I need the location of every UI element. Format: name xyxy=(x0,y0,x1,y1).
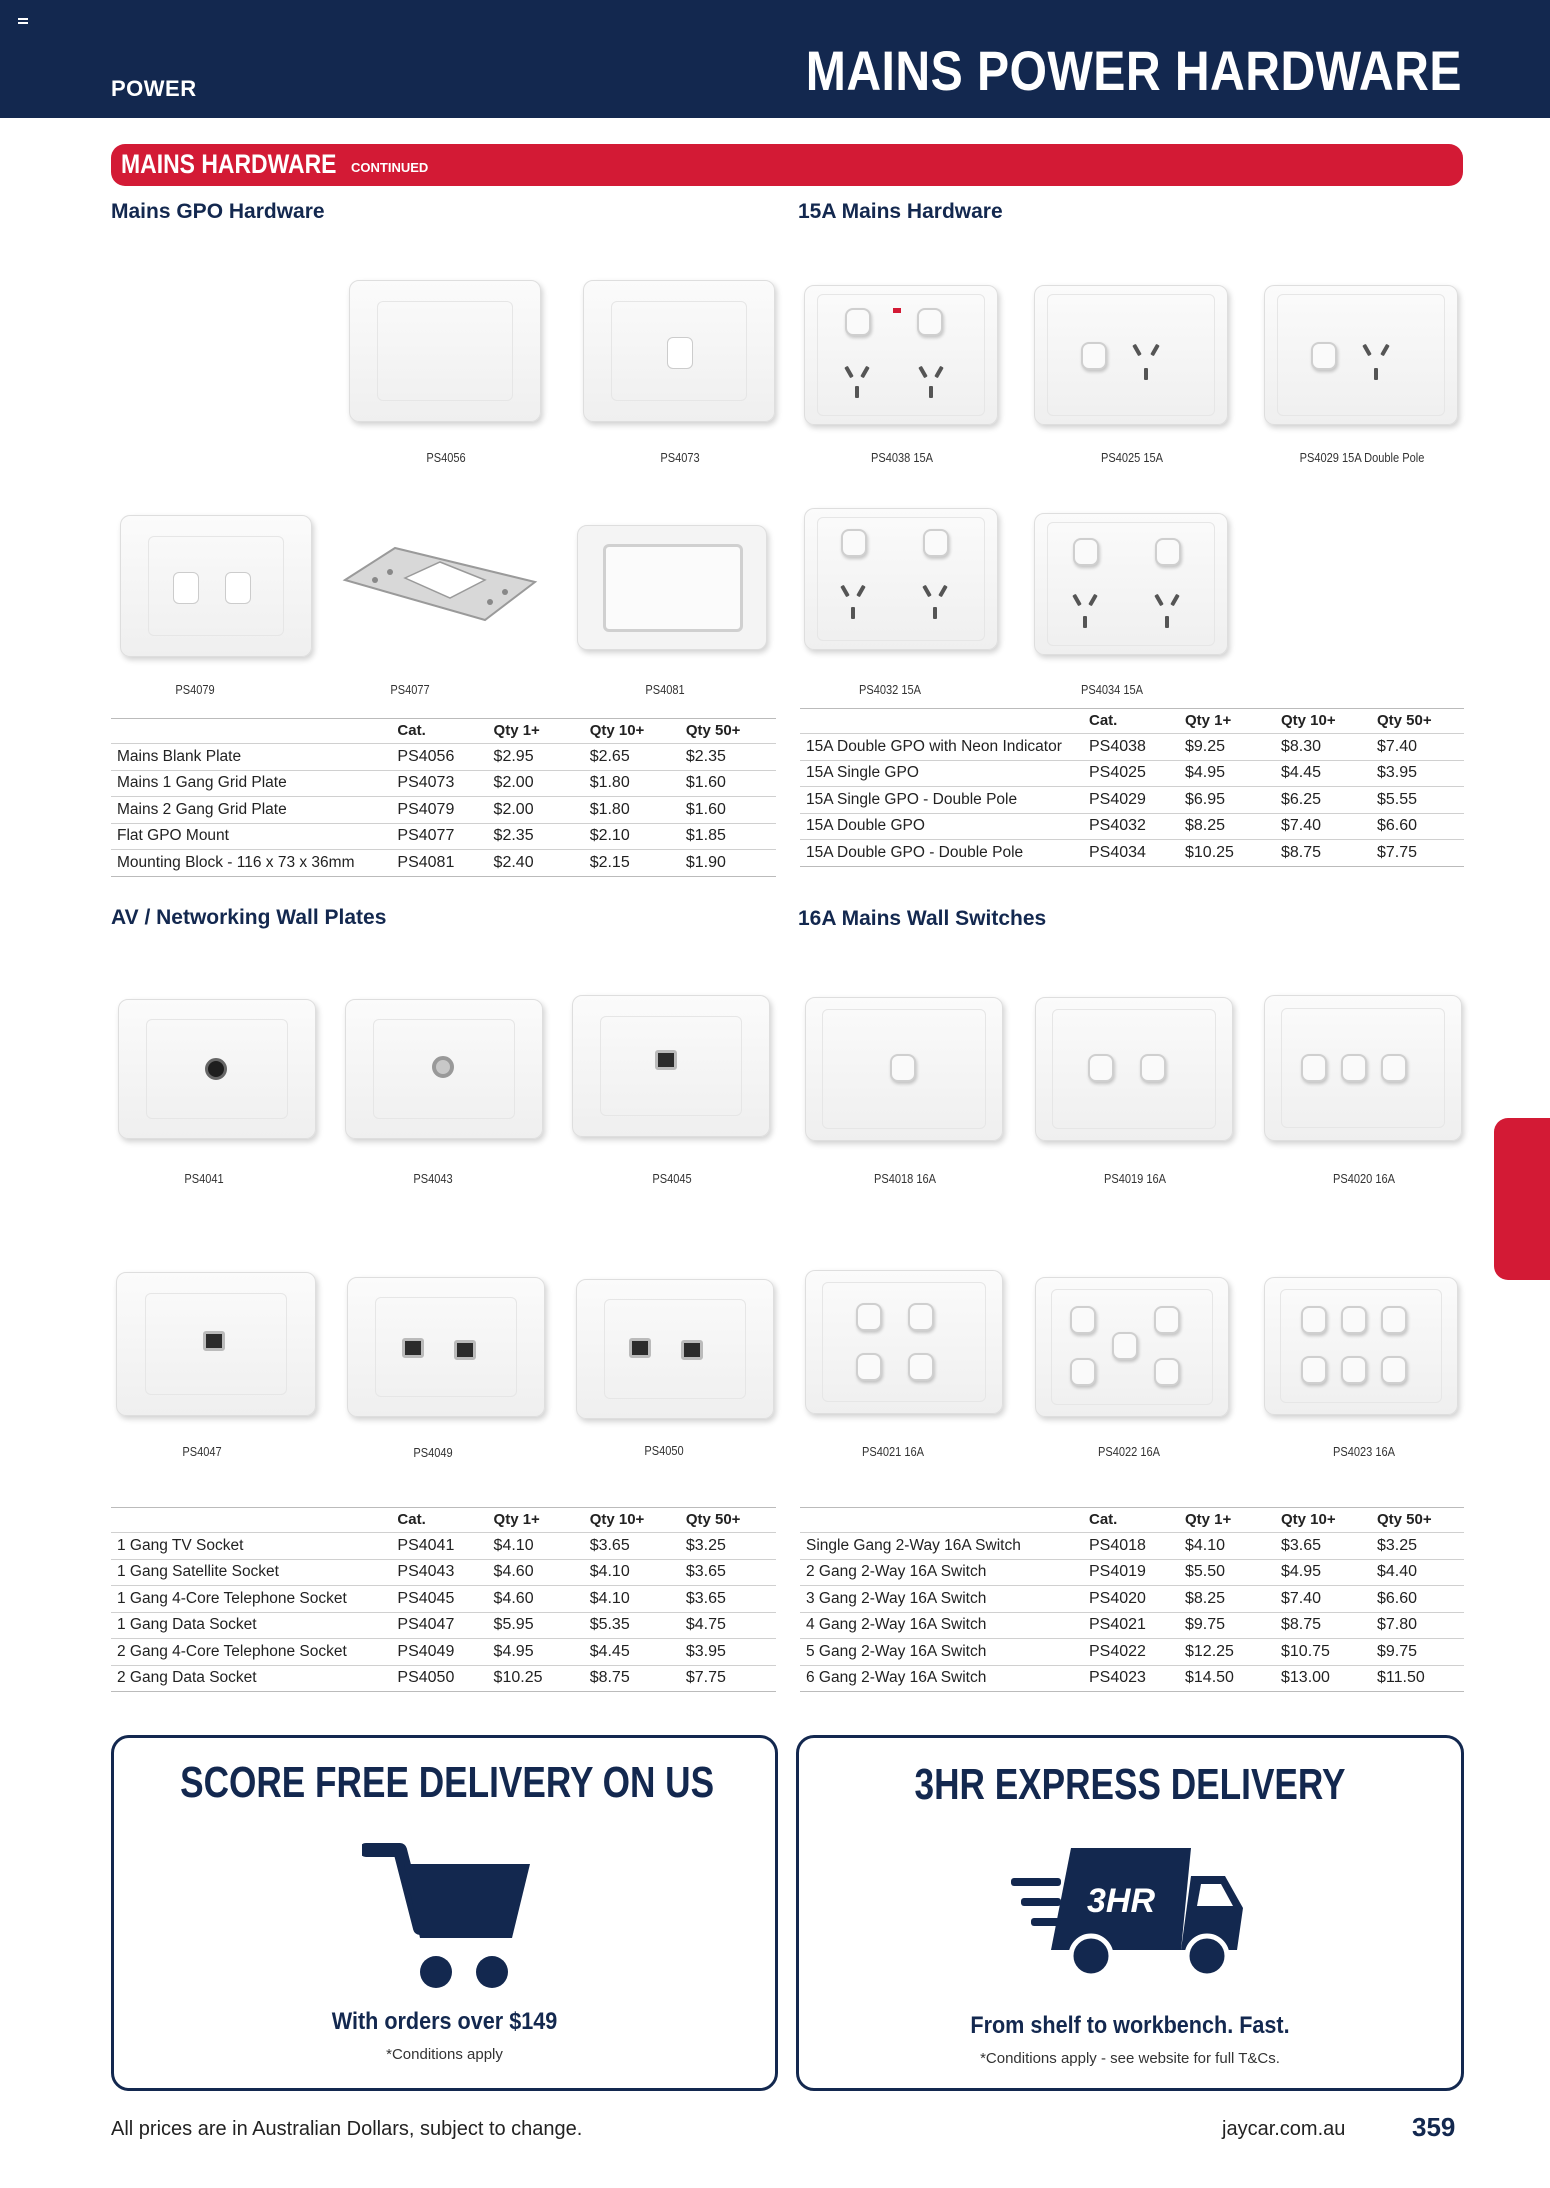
product-caption: PS4041 xyxy=(184,1171,224,1186)
gpo-heading: Mains GPO Hardware xyxy=(111,200,325,223)
product-ps4018 xyxy=(803,995,1007,1185)
product-caption: PS4050 xyxy=(644,1443,684,1458)
table-header-row: Cat. Qty 1+ Qty 10+ Qty 50+ xyxy=(111,1508,776,1533)
product-caption: PS4032 15A xyxy=(858,682,922,697)
product-ps4073 xyxy=(580,278,780,468)
header-bar xyxy=(0,0,1550,118)
product-ps4029 xyxy=(1262,280,1462,470)
product-ps4021 xyxy=(803,1268,1007,1458)
table-row: 15A Double GPO PS4032 $8.25 $7.40 $6.60 xyxy=(800,813,1464,840)
product-caption: PS4077 xyxy=(390,682,430,697)
table-row: Mains 2 Gang Grid Plate PS4079 $2.00 $1.80 $1.60 xyxy=(111,797,776,824)
category-banner xyxy=(111,144,1463,186)
product-ps4023 xyxy=(1262,1275,1466,1465)
product-ps4045 xyxy=(570,995,774,1185)
product-ps4077 xyxy=(335,510,545,700)
table-row: Single Gang 2-Way 16A Switch PS4018 $4.10 $3.65 $3.25 xyxy=(800,1533,1464,1560)
product-caption: PS4029 15A Double Pole xyxy=(1299,450,1425,465)
table-row: 1 Gang Satellite Socket PS4043 $4.60 $4.10 $3.65 xyxy=(111,1559,776,1586)
product-ps4019 xyxy=(1033,995,1237,1185)
hw15a-price-table xyxy=(800,708,1464,867)
banner-title: MAINS HARDWARE xyxy=(121,149,337,179)
table-row: 4 Gang 2-Way 16A Switch PS4021 $9.75 $8.75 $7.80 xyxy=(800,1612,1464,1639)
promo-conditions: *Conditions apply xyxy=(386,2046,503,2063)
mount-bracket-image xyxy=(335,520,545,660)
section-side-tab[interactable] xyxy=(1494,1118,1550,1280)
product-caption: PS4081 xyxy=(645,682,685,697)
product-caption: PS4020 16A xyxy=(1332,1171,1396,1186)
promo-title: 3HR EXPRESS DELIVERY xyxy=(914,1760,1346,1809)
product-caption: PS4025 15A xyxy=(1100,450,1164,465)
table-row: 2 Gang Data Socket PS4050 $10.25 $8.75 $7.75 xyxy=(111,1665,776,1692)
express-delivery-promo[interactable] xyxy=(796,1735,1464,2091)
product-caption: PS4034 15A xyxy=(1080,682,1144,697)
table-row: 2 Gang 2-Way 16A Switch PS4019 $5.50 $4.95 $4.40 xyxy=(800,1559,1464,1586)
product-ps4025 xyxy=(1032,280,1232,470)
product-caption: PS4022 16A xyxy=(1097,1444,1161,1459)
hw15a-heading: 15A Mains Hardware xyxy=(798,200,1003,223)
gpo-price-table xyxy=(111,718,776,877)
av-heading: AV / Networking Wall Plates xyxy=(111,906,387,929)
promo-subtitle: From shelf to workbench. Fast. xyxy=(970,2012,1290,2039)
product-caption: PS4049 xyxy=(413,1445,453,1460)
table-row: 6 Gang 2-Way 16A Switch PS4023 $14.50 $13.00 $11.50 xyxy=(800,1665,1464,1692)
product-ps4043 xyxy=(343,995,547,1185)
promo-title: SCORE FREE DELIVERY ON US xyxy=(180,1758,715,1807)
table-row: 15A Single GPO - Double Pole PS4029 $6.95 $6.25 $5.55 xyxy=(800,787,1464,814)
table-row: Flat GPO Mount PS4077 $2.35 $2.10 $1.85 xyxy=(111,823,776,850)
product-caption: PS4073 xyxy=(660,450,700,465)
table-row: 3 Gang 2-Way 16A Switch PS4020 $8.25 $7.40 $6.60 xyxy=(800,1586,1464,1613)
product-caption: PS4079 xyxy=(175,682,215,697)
product-ps4020 xyxy=(1262,995,1466,1185)
table-row: Mains Blank Plate PS4056 $2.95 $2.65 $2.35 xyxy=(111,744,776,771)
product-caption: PS4047 xyxy=(182,1444,222,1459)
table-header-row: Cat. Qty 1+ Qty 10+ Qty 50+ xyxy=(111,719,776,744)
product-ps4049 xyxy=(345,1275,549,1465)
page-title: MAINS POWER HARDWARE xyxy=(805,39,1462,102)
page-number: 359 xyxy=(1412,2112,1456,2142)
sw16a-price-table xyxy=(800,1507,1464,1692)
table-row: 15A Double GPO - Double Pole PS4034 $10.25 $8.75 $7.75 xyxy=(800,840,1464,867)
table-row: 5 Gang 2-Way 16A Switch PS4022 $12.25 $10.75 $9.75 xyxy=(800,1639,1464,1666)
promo-subtitle: With orders over $149 xyxy=(331,2008,558,2035)
product-caption: PS4045 xyxy=(652,1171,692,1186)
product-ps4050 xyxy=(576,1275,780,1465)
banner-subtitle: CONTINUED xyxy=(351,160,429,175)
table-row: Mounting Block - 116 x 73 x 36mm PS4081 $2.40 $2.15 $1.90 xyxy=(111,850,776,877)
av-price-table xyxy=(111,1507,776,1692)
product-ps4056 xyxy=(346,278,546,468)
product-ps4047 xyxy=(116,1268,320,1458)
delivery-truck-icon xyxy=(1011,1838,1251,1998)
product-caption: PS4043 xyxy=(413,1171,453,1186)
product-ps4041 xyxy=(116,995,320,1185)
website-link[interactable]: jaycar.com.au xyxy=(1222,2118,1346,2140)
promo-conditions: *Conditions apply - see website for full T&Cs. xyxy=(980,2050,1280,2067)
product-ps4079 xyxy=(115,510,315,700)
table-row: 1 Gang TV Socket PS4041 $4.10 $3.65 $3.25 xyxy=(111,1533,776,1560)
price-disclaimer: All prices are in Australian Dollars, subject to change. xyxy=(111,2118,583,2140)
product-caption: PS4019 16A xyxy=(1103,1171,1167,1186)
product-caption: PS4023 16A xyxy=(1332,1444,1396,1459)
product-ps4022 xyxy=(1033,1275,1237,1465)
product-ps4038 xyxy=(802,280,1002,470)
free-delivery-promo[interactable] xyxy=(111,1735,778,2091)
table-row: Mains 1 Gang Grid Plate PS4073 $2.00 $1.80 $1.60 xyxy=(111,770,776,797)
shopping-cart-icon xyxy=(362,1838,542,1998)
product-caption: PS4038 15A xyxy=(870,450,934,465)
table-row: 15A Single GPO PS4025 $4.95 $4.45 $3.95 xyxy=(800,760,1464,787)
product-caption: PS4056 xyxy=(426,450,466,465)
product-ps4081 xyxy=(573,510,773,700)
table-row: 2 Gang 4-Core Telephone Socket PS4049 $4.95 $4.45 $3.95 xyxy=(111,1639,776,1666)
product-ps4032 xyxy=(802,508,1002,698)
truck-label: 3HR xyxy=(1086,1882,1156,1920)
menu-icon[interactable] xyxy=(18,18,28,26)
table-row: 15A Double GPO with Neon Indicator PS4038 $9.25 $8.30 $7.40 xyxy=(800,734,1464,761)
product-ps4034 xyxy=(1032,510,1232,700)
sw16a-heading: 16A Mains Wall Switches xyxy=(798,907,1047,930)
table-row: 1 Gang 4-Core Telephone Socket PS4045 $4.60 $4.10 $3.65 xyxy=(111,1586,776,1613)
table-row: 1 Gang Data Socket PS4047 $5.95 $5.35 $4.75 xyxy=(111,1612,776,1639)
section-label: POWER xyxy=(111,76,197,101)
table-header-row: Cat. Qty 1+ Qty 10+ Qty 50+ xyxy=(800,709,1464,734)
product-caption: PS4021 16A xyxy=(861,1444,925,1459)
product-caption: PS4018 16A xyxy=(873,1171,937,1186)
table-header-row: Cat. Qty 1+ Qty 10+ Qty 50+ xyxy=(800,1508,1464,1533)
